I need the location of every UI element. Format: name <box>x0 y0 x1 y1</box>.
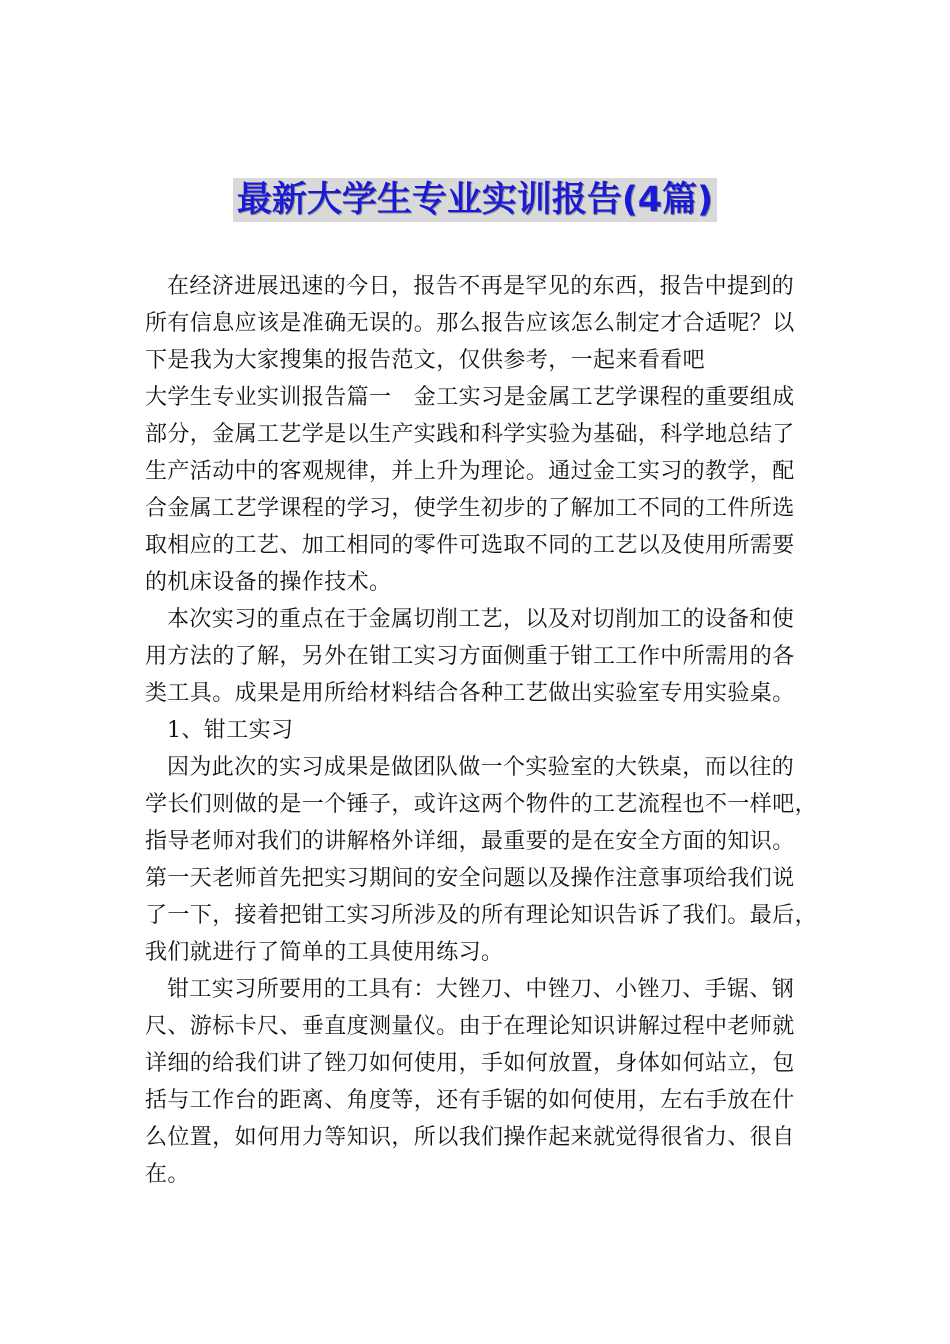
paragraph-line: 第一天老师首先把实习期间的安全问题以及操作注意事项给我们说 <box>145 866 795 891</box>
paragraph-line: 的机床设备的操作技术。 <box>145 570 392 595</box>
paragraph-line: 我们就进行了简单的工具使用练习。 <box>145 940 504 965</box>
paragraph-line: 类工具。成果是用所给材料结合各种工艺做出实验室专用实验桌。 <box>145 681 795 706</box>
paragraph-line: 详细的给我们讲了锉刀如何使用，手如何放置，身体如何站立，包 <box>145 1051 795 1076</box>
paragraph-line: 括与工作台的距离、角度等，还有手锯的如何使用，左右手放在什 <box>145 1088 795 1113</box>
paragraph-line: 用方法的了解，另外在钳工实习方面侧重于钳工工作中所需用的各 <box>145 644 795 669</box>
paragraph-line: 学长们则做的是一个锤子，或许这两个物件的工艺流程也不一样吧， <box>145 792 818 817</box>
paragraph-line: 指导老师对我们的讲解格外详细，最重要的是在安全方面的知识。 <box>145 829 795 854</box>
paragraph-line: 取相应的工艺、加工相同的零件可选取不同的工艺以及使用所需要 <box>145 533 795 558</box>
paragraph-line: 钳工实习所要用的工具有：大锉刀、中锉刀、小锉刀、手锯、钢 <box>167 977 795 1002</box>
paragraph-line: 本次实习的重点在于金属切削工艺，以及对切削加工的设备和使 <box>167 607 795 632</box>
paragraph-line: 么位置，如何用力等知识，所以我们操作起来就觉得很省力、很自 <box>145 1125 795 1150</box>
document-body <box>145 268 818 1193</box>
title-container <box>0 178 950 222</box>
paragraph-line: 了一下，接着把钳工实习所涉及的所有理论知识告诉了我们。最后， <box>145 903 818 928</box>
paragraph-line: 在。 <box>145 1162 190 1187</box>
paragraph-line: 尺、游标卡尺、垂直度测量仪。由于在理论知识讲解过程中老师就 <box>145 1014 795 1039</box>
paragraph-line: 部分，金属工艺学是以生产实践和科学实验为基础，科学地总结了 <box>145 422 795 447</box>
section-heading: 1、钳工实习 <box>167 718 294 743</box>
paragraph-line: 在经济进展迅速的今日，报告不再是罕见的东西，报告中提到的 <box>167 274 795 299</box>
document-title: 最新大学生专业实训报告(4篇) <box>233 178 717 222</box>
paragraph-line: 大学生专业实训报告篇一 金工实习是金属工艺学课程的重要组成 <box>145 385 795 410</box>
paragraph-line: 下是我为大家搜集的报告范文，仅供参考，一起来看看吧 <box>145 348 706 373</box>
paragraph-line: 所有信息应该是准确无误的。那么报告应该怎么制定才合适呢？以 <box>145 311 795 336</box>
paragraph-line: 生产活动中的客观规律，并上升为理论。通过金工实习的教学，配 <box>145 459 795 484</box>
paragraph-line: 合金属工艺学课程的学习，使学生初步的了解加工不同的工件所选 <box>145 496 795 521</box>
paragraph-line: 因为此次的实习成果是做团队做一个实验室的大铁桌，而以往的 <box>167 755 795 780</box>
